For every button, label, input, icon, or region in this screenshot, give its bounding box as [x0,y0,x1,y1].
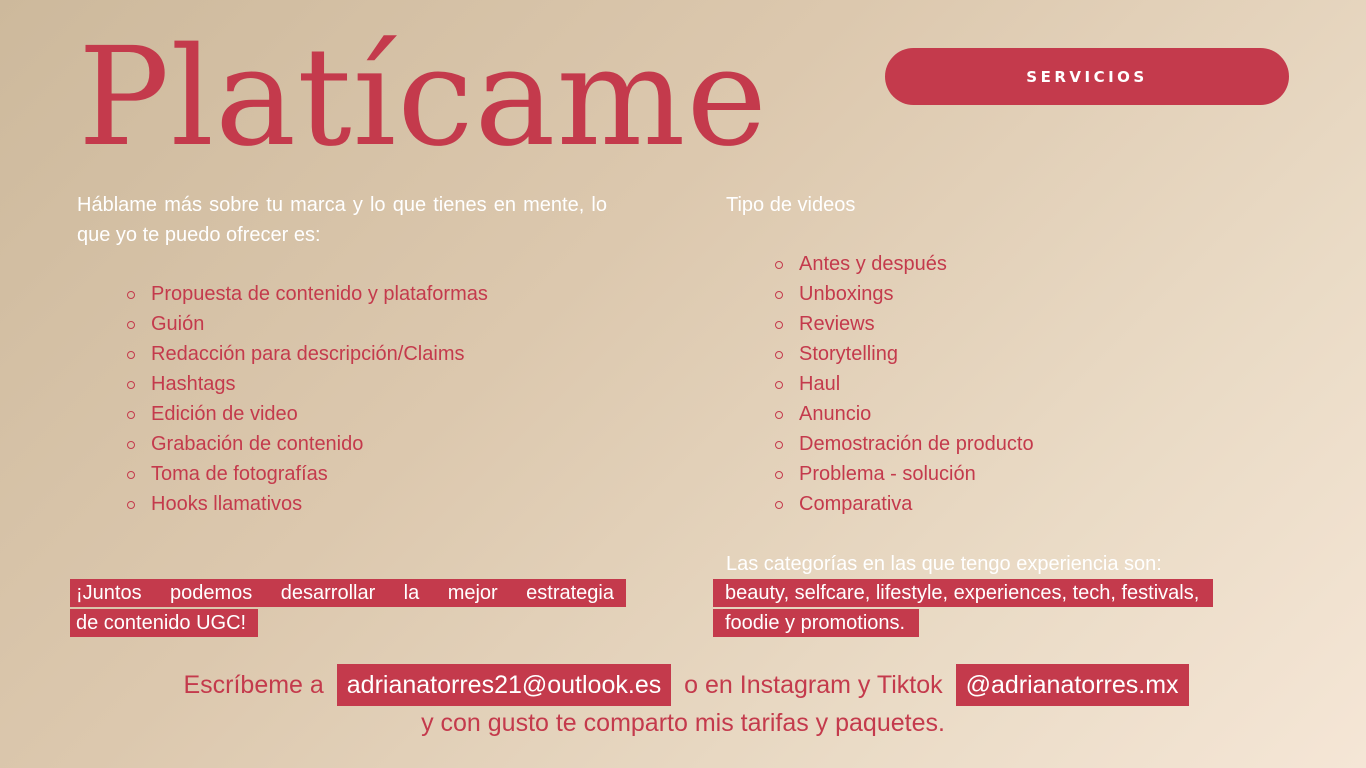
video-types-heading: Tipo de videos [726,194,856,216]
contact-middle: o en Instagram y Tiktok [684,671,943,700]
video-types-list-item: Comparativa [775,489,1034,519]
email-link[interactable]: adrianatorres21@outlook.es [337,664,671,706]
video-types-list-item: Haul [775,369,1034,399]
video-types-list [775,249,1034,519]
video-types-list-item: Unboxings [775,279,1034,309]
video-types-list-item: Antes y después [775,249,1034,279]
video-types-list-item: Anuncio [775,399,1034,429]
categories-line-2: foodie y promotions. [713,609,919,637]
video-types-list-item: Demostración de producto [775,429,1034,459]
services-list-item: Hashtags [127,369,488,399]
services-list-item: Propuesta de contenido y plataformas [127,279,488,309]
video-types-list-item: Problema - solución [775,459,1034,489]
video-types-list-item: Reviews [775,309,1034,339]
services-list-item: Grabación de contenido [127,429,488,459]
services-list-item: Edición de video [127,399,488,429]
services-list-item: Redacción para descripción/Claims [127,339,488,369]
contact-line [0,664,1366,706]
page-title: Platícame [78,19,768,177]
contact-suffix: y con gusto te comparto mis tarifas y paquetes. [421,709,945,737]
services-badge [885,48,1289,105]
services-badge-label: SERVICIOS [1026,67,1148,86]
categories-callout [713,579,1213,639]
social-handle-link[interactable]: @adrianatorres.mx [956,664,1189,706]
services-list [127,279,488,519]
services-list-item: Toma de fotografías [127,459,488,489]
together-callout [70,579,626,639]
categories-heading: Las categorías en las que tengo experiencia son: [726,553,1162,575]
contact-prefix: Escríbeme a [183,671,324,700]
together-line-2: de contenido UGC! [70,609,258,637]
services-list-item: Guión [127,309,488,339]
services-list-item: Hooks llamativos [127,489,488,519]
video-types-list-item: Storytelling [775,339,1034,369]
together-line-1: ¡Juntos podemos desarrollar la mejor estrategia [70,579,626,607]
intro-text: Háblame más sobre tu marca y lo que tienes en mente, lo que yo te puedo ofrecer es: [77,194,607,246]
categories-line-1: beauty, selfcare, lifestyle, experiences, tech, festivals, [713,579,1213,607]
